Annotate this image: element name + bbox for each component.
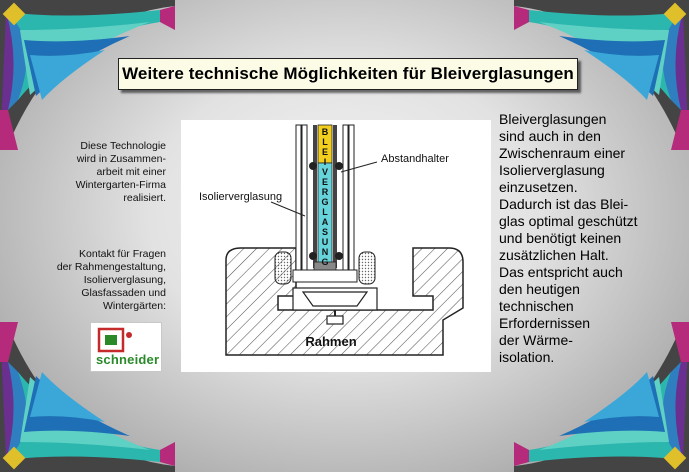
contact-line: Glasfassaden und <box>81 287 166 299</box>
vertical-letter: L <box>322 137 328 147</box>
description-line: Dadurch ist das Blei- <box>499 196 629 212</box>
description-line: sind auch in den <box>499 128 601 144</box>
description-line: technischen <box>499 298 574 314</box>
vertical-letter: U <box>321 237 329 247</box>
vertical-letter: L <box>322 207 328 217</box>
vertical-letter: G <box>321 257 329 267</box>
intro-line: wird in Zusammen- <box>76 153 166 165</box>
vertical-letter: A <box>321 217 329 227</box>
gasket-left <box>275 252 291 284</box>
description-line: einzusetzen. <box>499 179 578 195</box>
contact-line: Kontakt für Fragen <box>79 248 166 260</box>
description-line: isolation. <box>499 349 555 365</box>
contact-line: Isolierverglasung, <box>83 274 166 286</box>
vertical-letter: G <box>321 197 329 207</box>
description-line: glas optimal geschützt <box>499 213 638 229</box>
intro-line: arbeit mit einer <box>96 166 166 178</box>
vertical-letter: E <box>321 177 329 187</box>
vertical-letter: R <box>321 187 329 197</box>
description-line: Zwischenraum einer <box>499 145 626 161</box>
description-line: Bleiverglasungen <box>499 111 607 127</box>
contact-line: der Rahmengestaltung, <box>56 261 166 273</box>
logo-wordmark: schneider <box>96 352 160 367</box>
glazing-diagram <box>181 120 491 372</box>
vertical-letter: B <box>321 127 329 137</box>
description-line: Das entspricht auch <box>499 264 623 280</box>
intro-line: Diese Technologie <box>80 140 166 152</box>
gasket-right <box>359 252 375 284</box>
spacer-right-bottom <box>335 252 343 260</box>
vertical-label <box>321 127 328 267</box>
intro-line: realisiert. <box>123 192 166 204</box>
description-line: und benötigt keinen <box>499 230 622 246</box>
label-rahmen: Rahmen <box>305 334 357 349</box>
intro-text <box>28 140 166 205</box>
vertical-letter: V <box>321 167 329 177</box>
description-line: der Wärme- <box>499 332 573 348</box>
schneider-logo[interactable] <box>90 322 162 372</box>
spacer-left-top <box>309 162 317 170</box>
vertical-letter: S <box>321 227 329 237</box>
description-line: Erfordernissen <box>499 315 591 331</box>
vertical-letter: I <box>323 157 327 167</box>
page-title: Weitere technische Möglichkeiten für Bleiverglasungen <box>118 58 578 90</box>
label-abstandhalter: Abstandhalter <box>381 153 449 165</box>
contact-text <box>28 248 166 313</box>
label-isolierverglasung: Isolierverglasung <box>199 191 283 203</box>
description-line: den heutigen <box>499 281 580 297</box>
spacer-right-top <box>335 162 343 170</box>
description-line: Isolierverglasung <box>499 162 605 178</box>
description-text <box>499 111 659 366</box>
intro-line: Wintergarten-Firma <box>75 179 166 191</box>
description-line: zusätzlichen Halt. <box>499 247 609 263</box>
vertical-letter: E <box>321 147 329 157</box>
vertical-letter: N <box>321 247 329 257</box>
spacer-left-bottom <box>309 252 317 260</box>
contact-line: Wintergärten: <box>102 300 166 312</box>
